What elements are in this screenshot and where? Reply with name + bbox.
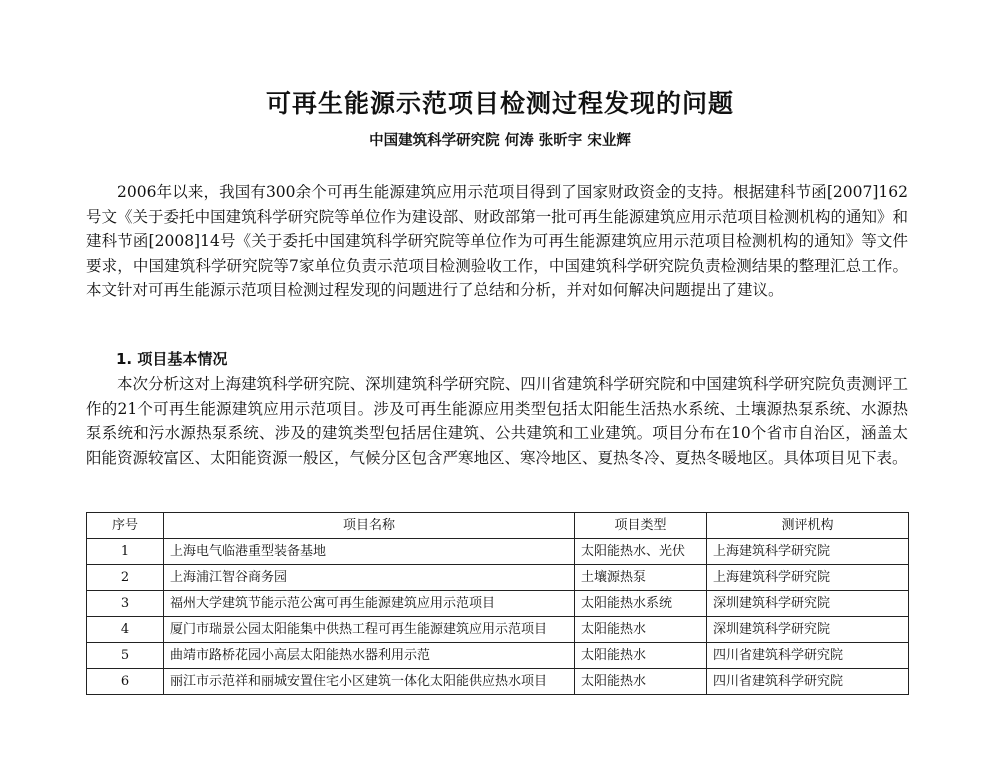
row-org: 四川省建筑科学研究院 [707,669,909,695]
row-project-type: 太阳能热水系统 [575,591,707,617]
header-type: 项目类型 [575,513,707,539]
row-project-name: 上海电气临港重型装备基地 [164,539,575,565]
table-row [87,565,909,591]
row-project-type: 太阳能热水 [575,643,707,669]
table-header-row [87,513,909,539]
row-project-type: 太阳能热水、光伏 [575,539,707,565]
row-org: 深圳建筑科学研究院 [707,591,909,617]
table-row [87,539,909,565]
row-project-type: 土壤源热泵 [575,565,707,591]
table-row [87,591,909,617]
row-project-name: 上海浦江智谷商务园 [164,565,575,591]
row-no: 5 [87,643,164,669]
row-no: 4 [87,617,164,643]
intro-paragraph: 2006年以来，我国有300余个可再生能源建筑应用示范项目得到了国家财政资金的支持。根据建科节函[2007]162号文《关于委托中国建筑科学研究院等单位作为建设部、财政部第一批可再生能源建筑应用示范项目检测机构的通知》和建科节函[2008]14号《关于委托中国建筑科学研究院等单位作为可再生能源建筑应用示范项目检测机构的通知》等文件要求，中国建筑科学研究院等7家单位负责示范项目检测验收工作，中国建筑科学研究院负责检测结果的整理汇总工作。本文针对可再生能源示范项目检测过程发现的问题进行了总结和分析，并对如何解决问题提出了建议。 [86,183,908,299]
header-no: 序号 [87,513,164,539]
row-no: 3 [87,591,164,617]
row-project-name: 曲靖市路桥花园小高层太阳能热水器利用示范 [164,643,575,669]
project-overview-paragraph: 本次分析这对上海建筑科学研究院、深圳建筑科学研究院、四川省建筑科学研究院和中国建筑科学研究院负责测评工作的21个可再生能源建筑应用示范项目。涉及可再生能源应用类型包括太阳能生活热水系统、土壤源热泵系统、水源热泵系统和污水源热泵系统、涉及的建筑类型包括居住建筑、公共建筑和工业建筑。项目分布在10个省市自治区，涵盖太阳能资源较富区、太阳能资源一般区，气候分区包含严寒地区、寒冷地区、夏热冬冷、夏热冬暖地区。具体项目见下表。 [86,375,908,467]
header-org: 测评机构 [707,513,909,539]
row-org: 上海建筑科学研究院 [707,565,909,591]
section-heading-1: 1. 项目基本情况 [116,350,228,368]
row-org: 上海建筑科学研究院 [707,539,909,565]
table-row [87,617,909,643]
table-row [87,669,909,695]
table-row [87,643,909,669]
author-line: 中国建筑科学研究院 何涛 张昕宇 宋业辉 [369,133,631,149]
row-project-type: 太阳能热水 [575,617,707,643]
row-no: 1 [87,539,164,565]
row-project-name: 丽江市示范祥和丽城安置住宅小区建筑一体化太阳能供应热水项目 [164,669,575,695]
row-org: 深圳建筑科学研究院 [707,617,909,643]
row-project-name: 厦门市瑞景公园太阳能集中供热工程可再生能源建筑应用示范项目 [164,617,575,643]
row-org: 四川省建筑科学研究院 [707,643,909,669]
row-no: 6 [87,669,164,695]
header-name: 项目名称 [164,513,575,539]
page-title: 可再生能源示范项目检测过程发现的问题 [265,89,734,118]
row-no: 2 [87,565,164,591]
project-table [86,512,909,695]
row-project-name: 福州大学建筑节能示范公寓可再生能源建筑应用示范项目 [164,591,575,617]
row-project-type: 太阳能热水 [575,669,707,695]
